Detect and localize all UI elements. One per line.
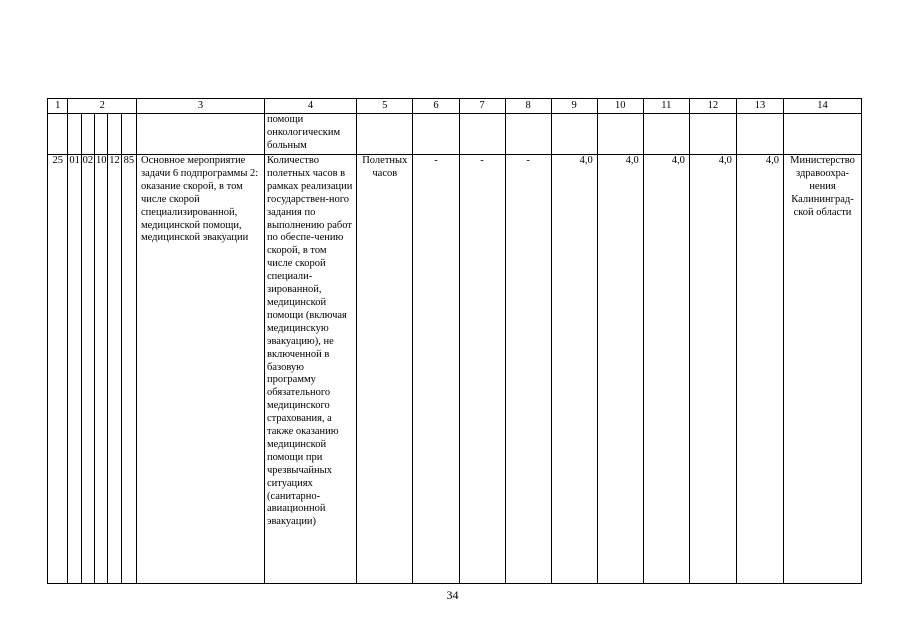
header-col-2: 2 <box>68 99 137 114</box>
table-row <box>48 155 862 584</box>
header-col-6: 6 <box>413 99 459 114</box>
header-col-4: 4 <box>264 99 356 114</box>
continuation-row <box>48 114 862 155</box>
program-table <box>47 98 862 584</box>
code-1: 01 <box>68 155 81 584</box>
header-col-5: 5 <box>357 99 413 114</box>
code-4: 12 <box>108 155 121 584</box>
value-col-12: 4,0 <box>689 155 736 584</box>
code-2: 02 <box>81 155 94 584</box>
value-col-7: - <box>459 155 505 584</box>
header-col-13: 13 <box>736 99 783 114</box>
row-number: 25 <box>48 155 68 584</box>
responsible-executor: Министерство здравоохра-нения Калининград-ской области <box>784 155 862 584</box>
header-col-7: 7 <box>459 99 505 114</box>
header-col-12: 12 <box>689 99 736 114</box>
header-col-14: 14 <box>784 99 862 114</box>
header-col-11: 11 <box>643 99 689 114</box>
value-col-9: 4,0 <box>551 155 597 584</box>
indicator-name: Количество полетных часов в рамках реализации государствен-ного задания по выполнению работ по обеспе-чению скорой, в том числе скорой специали-зированной, медицинской помощи (включая медицинскую эвакуацию), не включенной в базовую программу обязательного медицинского страхования, а также оказанию медицинской помощи при чрезвычайных ситуациях (санитарно-авиационной эвакуации) <box>264 155 356 584</box>
header-row <box>48 99 862 114</box>
continuation-indicator-text: помощи онкологическим больным <box>264 114 356 155</box>
code-5: 85 <box>121 155 136 584</box>
code-3: 10 <box>95 155 108 584</box>
header-col-1: 1 <box>48 99 68 114</box>
value-col-10: 4,0 <box>597 155 643 584</box>
header-col-9: 9 <box>551 99 597 114</box>
header-col-3: 3 <box>137 99 265 114</box>
value-col-11: 4,0 <box>643 155 689 584</box>
activity-name: Основное мероприятие задачи 6 подпрограммы 2: оказание скорой, в том числе скорой специализированной, медицинской помощи, медицинской эвакуации <box>137 155 265 584</box>
page-number: 34 <box>446 588 459 602</box>
unit: Полетных часов <box>357 155 413 584</box>
header-col-10: 10 <box>597 99 643 114</box>
value-col-13: 4,0 <box>736 155 783 584</box>
header-col-8: 8 <box>505 99 551 114</box>
value-col-6: - <box>413 155 459 584</box>
value-col-8: - <box>505 155 551 584</box>
